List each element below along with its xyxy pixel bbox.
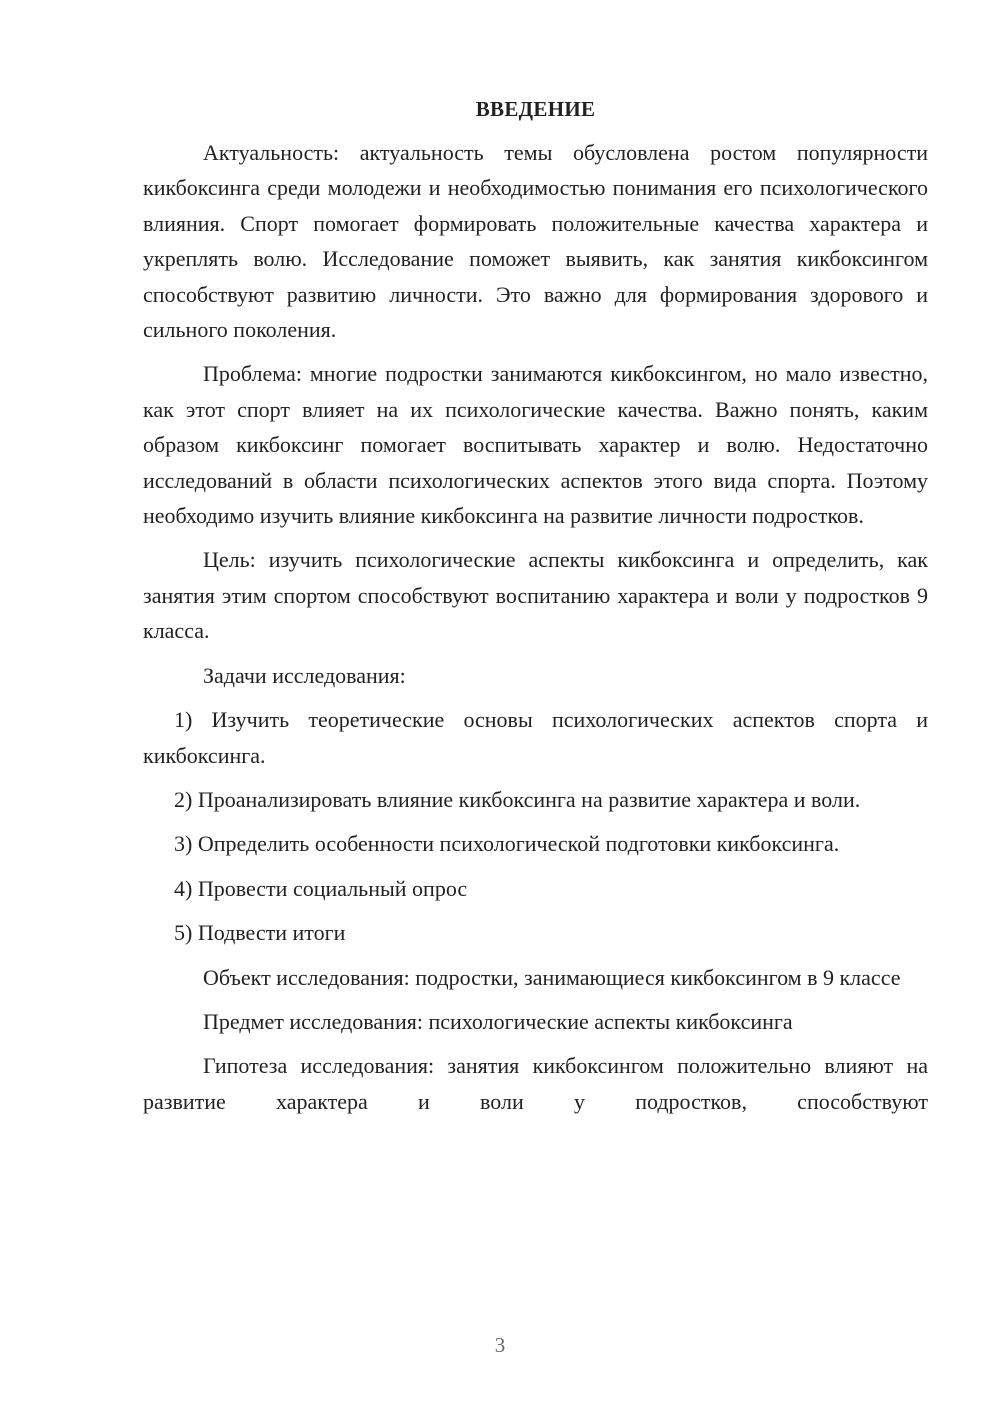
- task-item-1: 1) Изучить теоретические основы психологических аспектов спорта и кикбоксинга.: [143, 707, 928, 768]
- page-title: ВВЕДЕНИЕ: [475, 97, 596, 121]
- goal-paragraph: Цель: изучить психологические аспекты кикбоксинга и определить, как занятия этим спортом способствуют воспитанию характера и воли у подростков 9 класса.: [143, 547, 928, 644]
- problem-paragraph: Проблема: многие подростки занимаются кикбоксингом, но мало известно, как этот спорт влияет на их психологические качества. Важно понять, каким образом кикбоксинг помогает воспитывать характер и волю. Недостаточно исследований в области психологических аспектов этого вида спорта. Поэтому необходимо изучить влияние кикбоксинга на развитие личности подростков.: [143, 361, 928, 529]
- task-item-4: 4) Провести социальный опрос: [174, 875, 468, 901]
- task-item-3: 3) Определить особенности психологической подготовки кикбоксинга.: [174, 831, 840, 857]
- object-paragraph: Объект исследования: подростки, занимающиеся кикбоксингом в 9 классе: [203, 964, 901, 990]
- tasks-heading: Задачи исследования:: [203, 662, 406, 688]
- relevance-paragraph: Актуальность: актуальность темы обусловлена ростом популярности кикбоксинга среди молодежи и необходимостью понимания его психологического влияния. Спорт помогает формировать положительные качества характера и укреплять волю. Исследование поможет выявить, как занятия кикбоксингом способствуют развитию личности. Это важно для формирования здорового и сильного поколения.: [143, 140, 928, 343]
- subject-paragraph: Предмет исследования: психологические аспекты кикбоксинга: [203, 1008, 793, 1034]
- task-item-2: 2) Проанализировать влияние кикбоксинга на развитие характера и воли.: [174, 786, 861, 812]
- document-page: [143, 92, 928, 1119]
- page-number: 3: [494, 1333, 506, 1357]
- task-item-5: 5) Подвести итоги: [174, 920, 346, 946]
- hypothesis-paragraph: Гипотеза исследования: занятия кикбоксингом положительно влияют на развитие характера и воли у подростков, способствуют: [143, 1053, 928, 1114]
